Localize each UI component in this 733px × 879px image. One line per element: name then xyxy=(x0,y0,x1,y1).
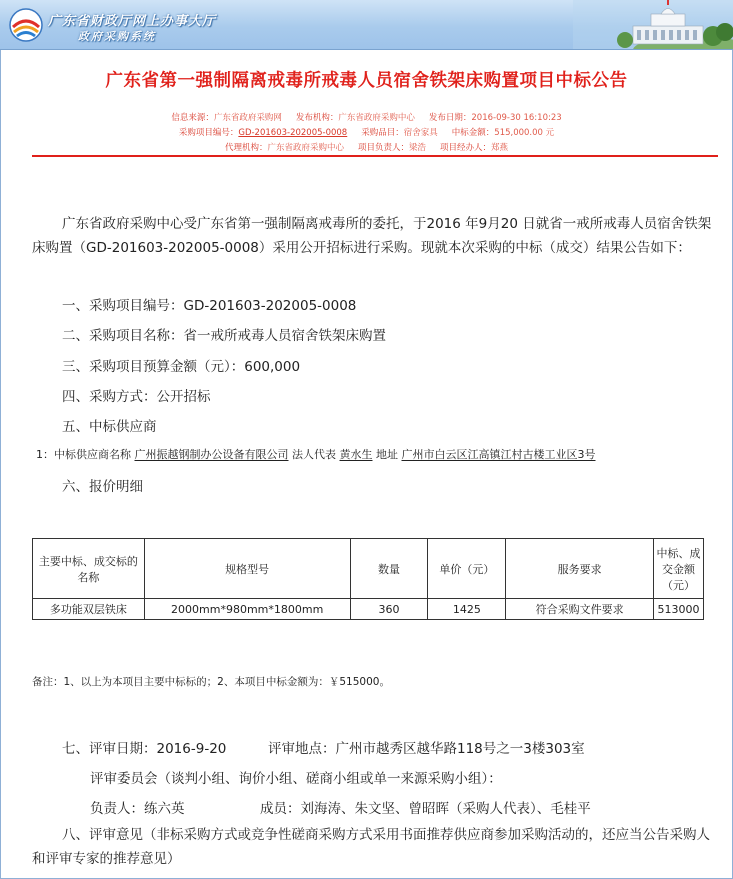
manager-value: 梁浩 xyxy=(409,143,427,153)
manager-label: 项目负责人： xyxy=(357,143,409,153)
date-value: 2016-09-30 16:10:23 xyxy=(471,113,562,123)
source-label: 信息来源： xyxy=(171,113,214,123)
meta-row-agent xyxy=(0,141,733,153)
supplier-prefix: 1：中标供应商名称 xyxy=(36,448,131,461)
supplier-name: 广州振越钢制办公设备有限公司 xyxy=(134,448,289,461)
item-project-name: 二、采购项目名称：省一戒所戒毒人员宿舍铁架床购置 xyxy=(62,328,386,344)
handler-label: 项目经办人： xyxy=(440,143,492,153)
supplier-line xyxy=(36,446,596,462)
agent-label: 代理机构： xyxy=(224,143,268,153)
supplier-rep: 黄水生 xyxy=(339,448,373,461)
header-banner xyxy=(0,0,733,50)
publisher-label: 发布机构： xyxy=(295,113,339,123)
table-cell: 360 xyxy=(350,599,428,620)
review-committee: 评审委员会（谈判小组、询价小组、磋商小组或单一来源采购小组）： xyxy=(90,771,502,787)
amount-label: 中标金额： xyxy=(451,128,495,138)
site-subtitle: 政府采购系统 xyxy=(78,30,156,43)
project-no-label: 采购项目编号： xyxy=(178,128,239,138)
intro-paragraph: 广东省政府采购中心受广东省第一强制隔离戒毒所的委托，于2016 年9月20 日就省一戒所戒毒人员宿舍铁架床购置（GD-201603-202005-0008）采用公开招标进行采购。现就本次采购的中标（成交）结果公告如下： xyxy=(32,216,712,256)
page-title: 广东省第一强制隔离戒毒所戒毒人员宿舍铁架床购置项目中标公告 xyxy=(105,71,628,91)
category-label: 采购品目： xyxy=(361,128,404,138)
meta-row-project xyxy=(0,126,733,138)
table-cell: 符合采购文件要求 xyxy=(506,599,654,620)
title-divider xyxy=(32,155,718,157)
item-project-no: 一、采购项目编号：GD-201603-202005-0008 xyxy=(62,298,357,314)
quote-table-header xyxy=(33,539,704,599)
publisher-value: 广东省政府采购中心 xyxy=(338,113,415,123)
item-budget: 三、采购项目预算金额（元）：600,000 xyxy=(62,359,301,375)
table-header-cell: 单价（元） xyxy=(428,539,506,599)
source-value: 广东省政府采购网 xyxy=(213,113,282,123)
table-header-cell: 中标、成交金额（元） xyxy=(653,539,703,599)
table-header-cell: 数量 xyxy=(350,539,428,599)
table-header-cell: 服务要求 xyxy=(506,539,654,599)
meta-row-source xyxy=(0,111,733,123)
item-supplier-heading: 五、中标供应商 xyxy=(62,419,157,435)
site-logo-icon xyxy=(8,7,44,43)
review-date: 七、评审日期：2016-9-20 xyxy=(62,741,227,757)
table-header-cell: 主要中标、成交标的名称 xyxy=(33,539,145,599)
date-label: 发布日期： xyxy=(428,113,472,123)
review-opinion: 八、评审意见（非标采购方式或竞争性磋商采购方式采用书面推荐供应商参加采购活动的，还应当公告采购人和评审专家的推荐意见） xyxy=(32,827,710,867)
item-method: 四、采购方式：公开招标 xyxy=(62,389,211,405)
quote-table xyxy=(32,538,704,620)
site-name: 广东省财政厅网上办事大厅 xyxy=(48,14,217,29)
supplier-addr-label: 地址 xyxy=(376,448,398,461)
handler-value: 郑燕 xyxy=(491,143,509,153)
remark: 备注：1、以上为本项目主要中标标的；2、本项目中标金额为：￥515000。 xyxy=(32,676,390,688)
table-cell: 513000 xyxy=(653,599,703,620)
review-place: 评审地点：广州市越秀区越华路118号之一3楼303室 xyxy=(268,741,585,757)
item-quote-heading: 六、报价明细 xyxy=(62,479,143,495)
table-cell: 多功能双层铁床 xyxy=(33,599,145,620)
review-members: 成员：刘海涛、朱文坚、曾昭晖（采购人代表）、毛桂平 xyxy=(260,801,591,817)
review-leader: 负责人：练六英 xyxy=(90,801,185,817)
table-header-cell: 规格型号 xyxy=(144,539,350,599)
table-row xyxy=(33,599,704,620)
amount-value: 515,000.00 元 xyxy=(494,128,555,138)
table-cell: 1425 xyxy=(428,599,506,620)
supplier-addr: 广州市白云区江高镇江村古楼工业区3号 xyxy=(401,448,596,461)
category-value: 宿舍家具 xyxy=(403,128,438,138)
table-cell: 2000mm*980mm*1800mm xyxy=(144,599,350,620)
project-no-link[interactable]: GD-201603-202005-0008 xyxy=(238,128,348,138)
building-illustration-icon xyxy=(573,0,733,50)
agent-value: 广东省政府采购中心 xyxy=(267,143,344,153)
supplier-rep-label: 法人代表 xyxy=(292,448,336,461)
